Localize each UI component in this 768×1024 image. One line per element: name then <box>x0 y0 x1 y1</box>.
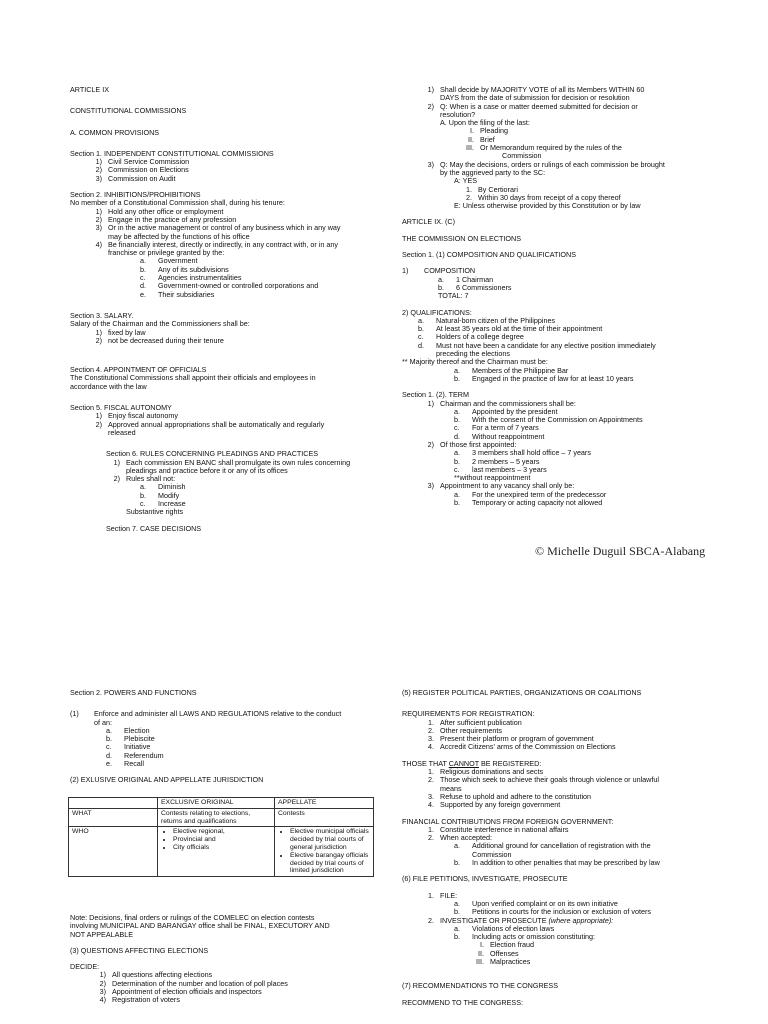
page2-left-lower <box>70 914 380 1005</box>
paragraph: No member of a Constitutional Commission shall, during his tenure: <box>70 198 285 208</box>
sub-list-item: a. Violations of election laws <box>454 923 555 933</box>
page2-left-column <box>70 689 375 785</box>
section-heading: (2) EXLUSIVE ORIGINAL AND APPELLATE JURISDICTION <box>70 775 264 785</box>
sub-list-item: b. Modify <box>140 490 180 500</box>
list-item: 1. Constitute interference in national affairs <box>428 824 569 834</box>
page2-right-column <box>402 689 707 1007</box>
page1-left-column <box>70 86 370 533</box>
list-item-continuation: preceding the elections <box>436 349 510 359</box>
list-item: 2. Other requirements <box>428 725 502 735</box>
section-heading: Section 3. SALARY. <box>70 310 134 320</box>
list-item: 2) Determination of the number and location of poll places <box>99 978 288 988</box>
section-heading: Section 1. (2). TERM <box>402 390 469 400</box>
sub-list-item: a. For the unexpired term of the predecessor <box>454 489 607 499</box>
sub-list-item: a. Appointed by the president <box>454 406 558 416</box>
list-item: 1) Civil Service Commission <box>95 157 190 167</box>
jurisdiction-table <box>68 797 374 877</box>
sub-list-item: a. Government <box>140 256 198 266</box>
list-item: 2) not be decreased during their tenure <box>95 335 224 345</box>
sub-list-item: d. Referendum <box>106 750 164 760</box>
table-bullet: • Elective barangay officials decided by trial courts of limited jurisdiction <box>290 852 370 875</box>
sub-list-item: III. Or Memorandum required by the rules of the <box>466 143 622 153</box>
table-header-row <box>69 798 374 809</box>
list-item-continuation: means <box>440 783 462 793</box>
list-item: 2. Those which seek to achieve their goals through violence or unlawful <box>428 775 659 785</box>
sub-heading: DECIDE: <box>70 962 100 972</box>
sub-list-item: b. Any of its subdivisions <box>140 264 229 274</box>
sub-list-item: 2. Within 30 days from receipt of a copy thereof <box>466 192 621 202</box>
section-heading: (7) RECOMMENDATIONS TO THE CONGRESS <box>402 981 559 991</box>
sub-list-item: b. At least 35 years old at the time of their appointment <box>418 324 603 334</box>
list-item-continuation: released <box>108 427 136 437</box>
table-row <box>69 827 374 877</box>
section-title: THE COMMISSION ON ELECTIONS <box>402 233 522 243</box>
sub-sub-list-item: III. Malpractices <box>476 957 531 967</box>
section-title: CONSTITUTIONAL COMMISSIONS <box>70 106 187 116</box>
list-item: 3) Q: May the decisions, orders or rulings of each commission be brought <box>427 159 665 169</box>
table-bullet: • Elective municipal officials decided by trial courts of general jurisdiction <box>290 828 370 851</box>
section-heading: Section 4. APPOINTMENT OF OFFICIALS <box>70 365 207 375</box>
sub-list-item: b. 6 Commissioners <box>438 282 512 292</box>
list-item: 4) Registration of voters <box>99 995 180 1005</box>
sub-list-item: b. In addition to other penalties that may be prescribed by law <box>454 858 660 868</box>
sub-list-item: d. Must not have been a candidate for any elective position immediately <box>418 340 656 350</box>
sub-list-item: a. Election <box>106 725 150 735</box>
sub-list-item: a. Natural-born citizen of the Philippines <box>418 315 556 325</box>
sub-heading: REQUIREMENTS FOR REGISTRATION: <box>402 709 535 719</box>
table-header-cell: EXCLUSIVE ORIGINAL <box>158 798 275 809</box>
list-item: 3. Present their platform or program of government <box>428 734 594 744</box>
note-text: NOT APPEALABLE <box>70 929 133 939</box>
sub-sub-list-item: II. Offenses <box>478 948 519 958</box>
list-item-continuation: of an: <box>94 717 112 727</box>
table-bullet: • Elective regional, <box>173 828 271 836</box>
sub-list-item: a. Members of the Philippine Bar <box>454 365 569 375</box>
section-heading: Section 1. (1) COMPOSITION AND QUALIFICATIONS <box>402 250 576 260</box>
sub-sub-list-item: I. Election fraud <box>480 940 534 950</box>
section-heading: Section 6. RULES CONCERNING PLEADINGS AND PRACTICES <box>106 449 319 459</box>
sub-list-item: b. Including acts or omission constituting: <box>454 932 596 942</box>
total-text: TOTAL: 7 <box>438 291 469 301</box>
list-item: 1) Each commission EN BANC shall promulgate its own rules concerning <box>113 457 351 467</box>
list-item: 4. Supported by any foreign government <box>428 800 561 810</box>
list-item: 1) Shall decide by MAJORITY VOTE of all its Members WITHIN 60 <box>427 85 645 94</box>
answer-text: A. Upon the filing of the last: <box>440 118 530 128</box>
note-text: Note: Decisions, final orders or rulings of the COMELEC on election contests <box>70 913 315 922</box>
list-item: 1. FILE: <box>428 890 458 900</box>
sub-list-item: b. Petitions in courts for the inclusion or exclusion of voters <box>454 907 651 917</box>
list-item: 1) fixed by law <box>95 327 146 337</box>
list-item: 2) Commission on Elections <box>95 165 189 175</box>
sub-list-item: e. Recall <box>106 759 144 769</box>
sub-list-item: c. Agencies instrumentalities <box>140 273 242 283</box>
table-bullet: • City officials <box>173 844 271 852</box>
answer-text: A: YES <box>454 176 478 186</box>
table-header-cell: APPELLATE <box>275 798 374 809</box>
list-item: 1) All questions affecting elections <box>99 970 213 980</box>
sub-list-item: b. Plebiscite <box>106 734 155 744</box>
table-cell: WHAT <box>69 808 158 827</box>
list-item-continuation: resolution? <box>440 109 476 119</box>
sub-list-item: b. With the consent of the Commission on Appointments <box>454 415 643 425</box>
list-item-continuation: Commission <box>502 151 542 161</box>
sub-list-item: c. last members – 3 years <box>454 464 547 474</box>
note-text: **without reappointment <box>454 473 531 483</box>
sub-heading: FINANCIAL CONTRIBUTIONS FROM FOREIGN GOVERNMENT: <box>402 816 614 826</box>
note-text: involving MUNICIPAL AND BARANGAY office shall be FINAL, EXECUTORY AND <box>70 921 330 931</box>
list-item: 1. Religious dominations and sects <box>428 767 544 777</box>
table-cell <box>158 827 275 877</box>
sub-list-item: c. Holders of a college degree <box>418 332 524 342</box>
author-watermark: © Michelle Duguil SBCA-Alabang <box>535 544 706 558</box>
list-item: 2) Q: When is a case or matter deemed submitted for decision or <box>427 101 638 111</box>
sub-list-item: b. Engaged in the practice of law for at least 10 years <box>454 373 634 383</box>
sub-list-item: c. Increase <box>140 498 186 508</box>
sub-list-item: b. Temporary or acting capacity not allowed <box>454 498 603 508</box>
sub-list-item: a. 3 members shall hold office – 7 years <box>454 448 591 458</box>
list-item: 1) COMPOSITION <box>402 266 476 276</box>
table-cell: Contests relating to elections, returns and qualifications <box>158 808 275 827</box>
sub-list-item: c. Initiative <box>106 742 151 752</box>
sub-list-item: I. Pleading <box>470 126 508 136</box>
list-item: 3) Or in the active management or control of any business which in any way <box>95 223 341 233</box>
list-item: 2) Of those first appointed: <box>427 439 517 449</box>
list-item-continuation: Commission <box>472 849 512 859</box>
list-item: 4) Be financially interest, directly or indirectly, in any contract with, or in any <box>95 239 338 249</box>
note-text: ** Majority thereof and the Chairman must be: <box>402 357 548 367</box>
list-item: 2) Rules shall not: <box>113 474 176 484</box>
sub-list-item: d. Government-owned or controlled corporations and <box>140 281 319 291</box>
list-item: 1. After sufficient publication <box>428 717 522 727</box>
sub-list-item: e. Their subsidiaries <box>140 289 215 299</box>
sub-heading: THOSE THAT CANNOT BE REGISTERED: <box>402 758 542 768</box>
sub-list-item: b. 2 members – 5 years <box>454 456 540 466</box>
list-item-continuation: DAYS from the date of submission for decision or resolution <box>440 93 630 103</box>
table-cell <box>275 827 374 877</box>
list-item-continuation: franchise or privilege granted by the: <box>108 248 225 258</box>
list-item-continuation: may be affected by the functions of his office <box>108 231 250 241</box>
table-bullet: • Provincial and <box>173 836 271 844</box>
section-heading: (6) FILE PETITIONS, INVESTIGATE, PROSECUTE <box>402 874 568 884</box>
section-heading: Section 7. CASE DECISIONS <box>106 523 202 533</box>
sub-list-item: II. Brief <box>468 134 495 144</box>
section-heading: Section 5. FISCAL AUTONOMY <box>70 403 172 413</box>
table-header-cell <box>69 798 158 809</box>
list-item: 2. INVESTIGATE OR PROSECUTE (where appropriate): <box>428 915 614 925</box>
section-title: A. COMMON PROVISIONS <box>70 127 160 137</box>
paragraph: accordance with the law <box>70 381 147 391</box>
section-heading: Section 2. INHIBITIONS/PROHIBITIONS <box>70 190 201 200</box>
list-item: 3) Appointment of election officials and inspectors <box>99 987 262 997</box>
page1-right-column <box>402 86 707 507</box>
section-heading: Section 2. POWERS AND FUNCTIONS <box>70 688 197 697</box>
paragraph: The Constitutional Commissions shall appoint their officials and employees in <box>70 373 316 383</box>
list-item: (1) Enforce and administer all LAWS AND REGULATIONS relative to the conduct <box>70 709 342 719</box>
list-item-continuation: pleadings and practice before it or any of its offices <box>126 465 288 475</box>
list-item: 1) Chairman and the commissioners shall be: <box>427 398 576 408</box>
list-item-continuation: Substantive rights <box>126 507 184 517</box>
list-item: 2. When accepted: <box>428 833 492 843</box>
sub-list-item: d. Without reappointment <box>454 431 545 441</box>
list-item: 1) Enjoy fiscal autonomy <box>95 411 178 421</box>
paragraph: Salary of the Chairman and the Commissioners shall be: <box>70 319 250 329</box>
sub-list-item: 1. By Certiorari <box>466 184 518 194</box>
exception-text: E: Unless otherwise provided by this Constitution or by law <box>454 201 641 211</box>
sub-list-item: a. Additional ground for cancellation of registration with the <box>454 841 651 851</box>
list-item-continuation: by the aggrieved party to the SC: <box>440 167 546 177</box>
table-cell: WHO <box>69 827 158 877</box>
page-gap <box>0 600 768 672</box>
table-cell: Contests <box>275 808 374 827</box>
section-heading: 2) QUALIFICATIONS: <box>402 307 472 317</box>
sub-list-item: a. 1 Chairman <box>438 274 494 284</box>
article-heading: ARTICLE IX. (C) <box>402 217 455 227</box>
list-item: 2) Engage in the practice of any profession <box>95 214 237 224</box>
sub-heading: RECOMMEND TO THE CONGRESS: <box>402 997 524 1007</box>
sub-list-item: a. Upon verified complaint or on its own initiative <box>454 898 618 908</box>
section-heading: (5) REGISTER POLITICAL PARTIES, ORGANIZATIONS OR COALITIONS <box>402 688 642 697</box>
list-item: 3) Commission on Audit <box>95 173 176 183</box>
sub-list-item: a. Diminish <box>140 482 186 492</box>
section-heading: (3) QUESTIONS AFFECTING ELECTIONS <box>70 945 209 955</box>
sub-list-item: c. For a term of 7 years <box>454 423 539 433</box>
list-item: 2) Approved annual appropriations shall be automatically and regularly <box>95 419 325 429</box>
article-heading: ARTICLE IX <box>70 85 110 94</box>
list-item: 3) Appointment to any vacancy shall only be: <box>427 481 575 491</box>
list-item: 3. Refuse to uphold and adhere to the constitution <box>428 791 592 801</box>
table-row <box>69 808 374 827</box>
section-heading: Section 1. INDEPENDENT CONSTITUTIONAL COMMISSIONS <box>70 148 274 158</box>
list-item: 1) Hold any other office or employment <box>95 206 224 216</box>
list-item: 4. Accredit Citizens' arms of the Commission on Elections <box>428 742 616 752</box>
